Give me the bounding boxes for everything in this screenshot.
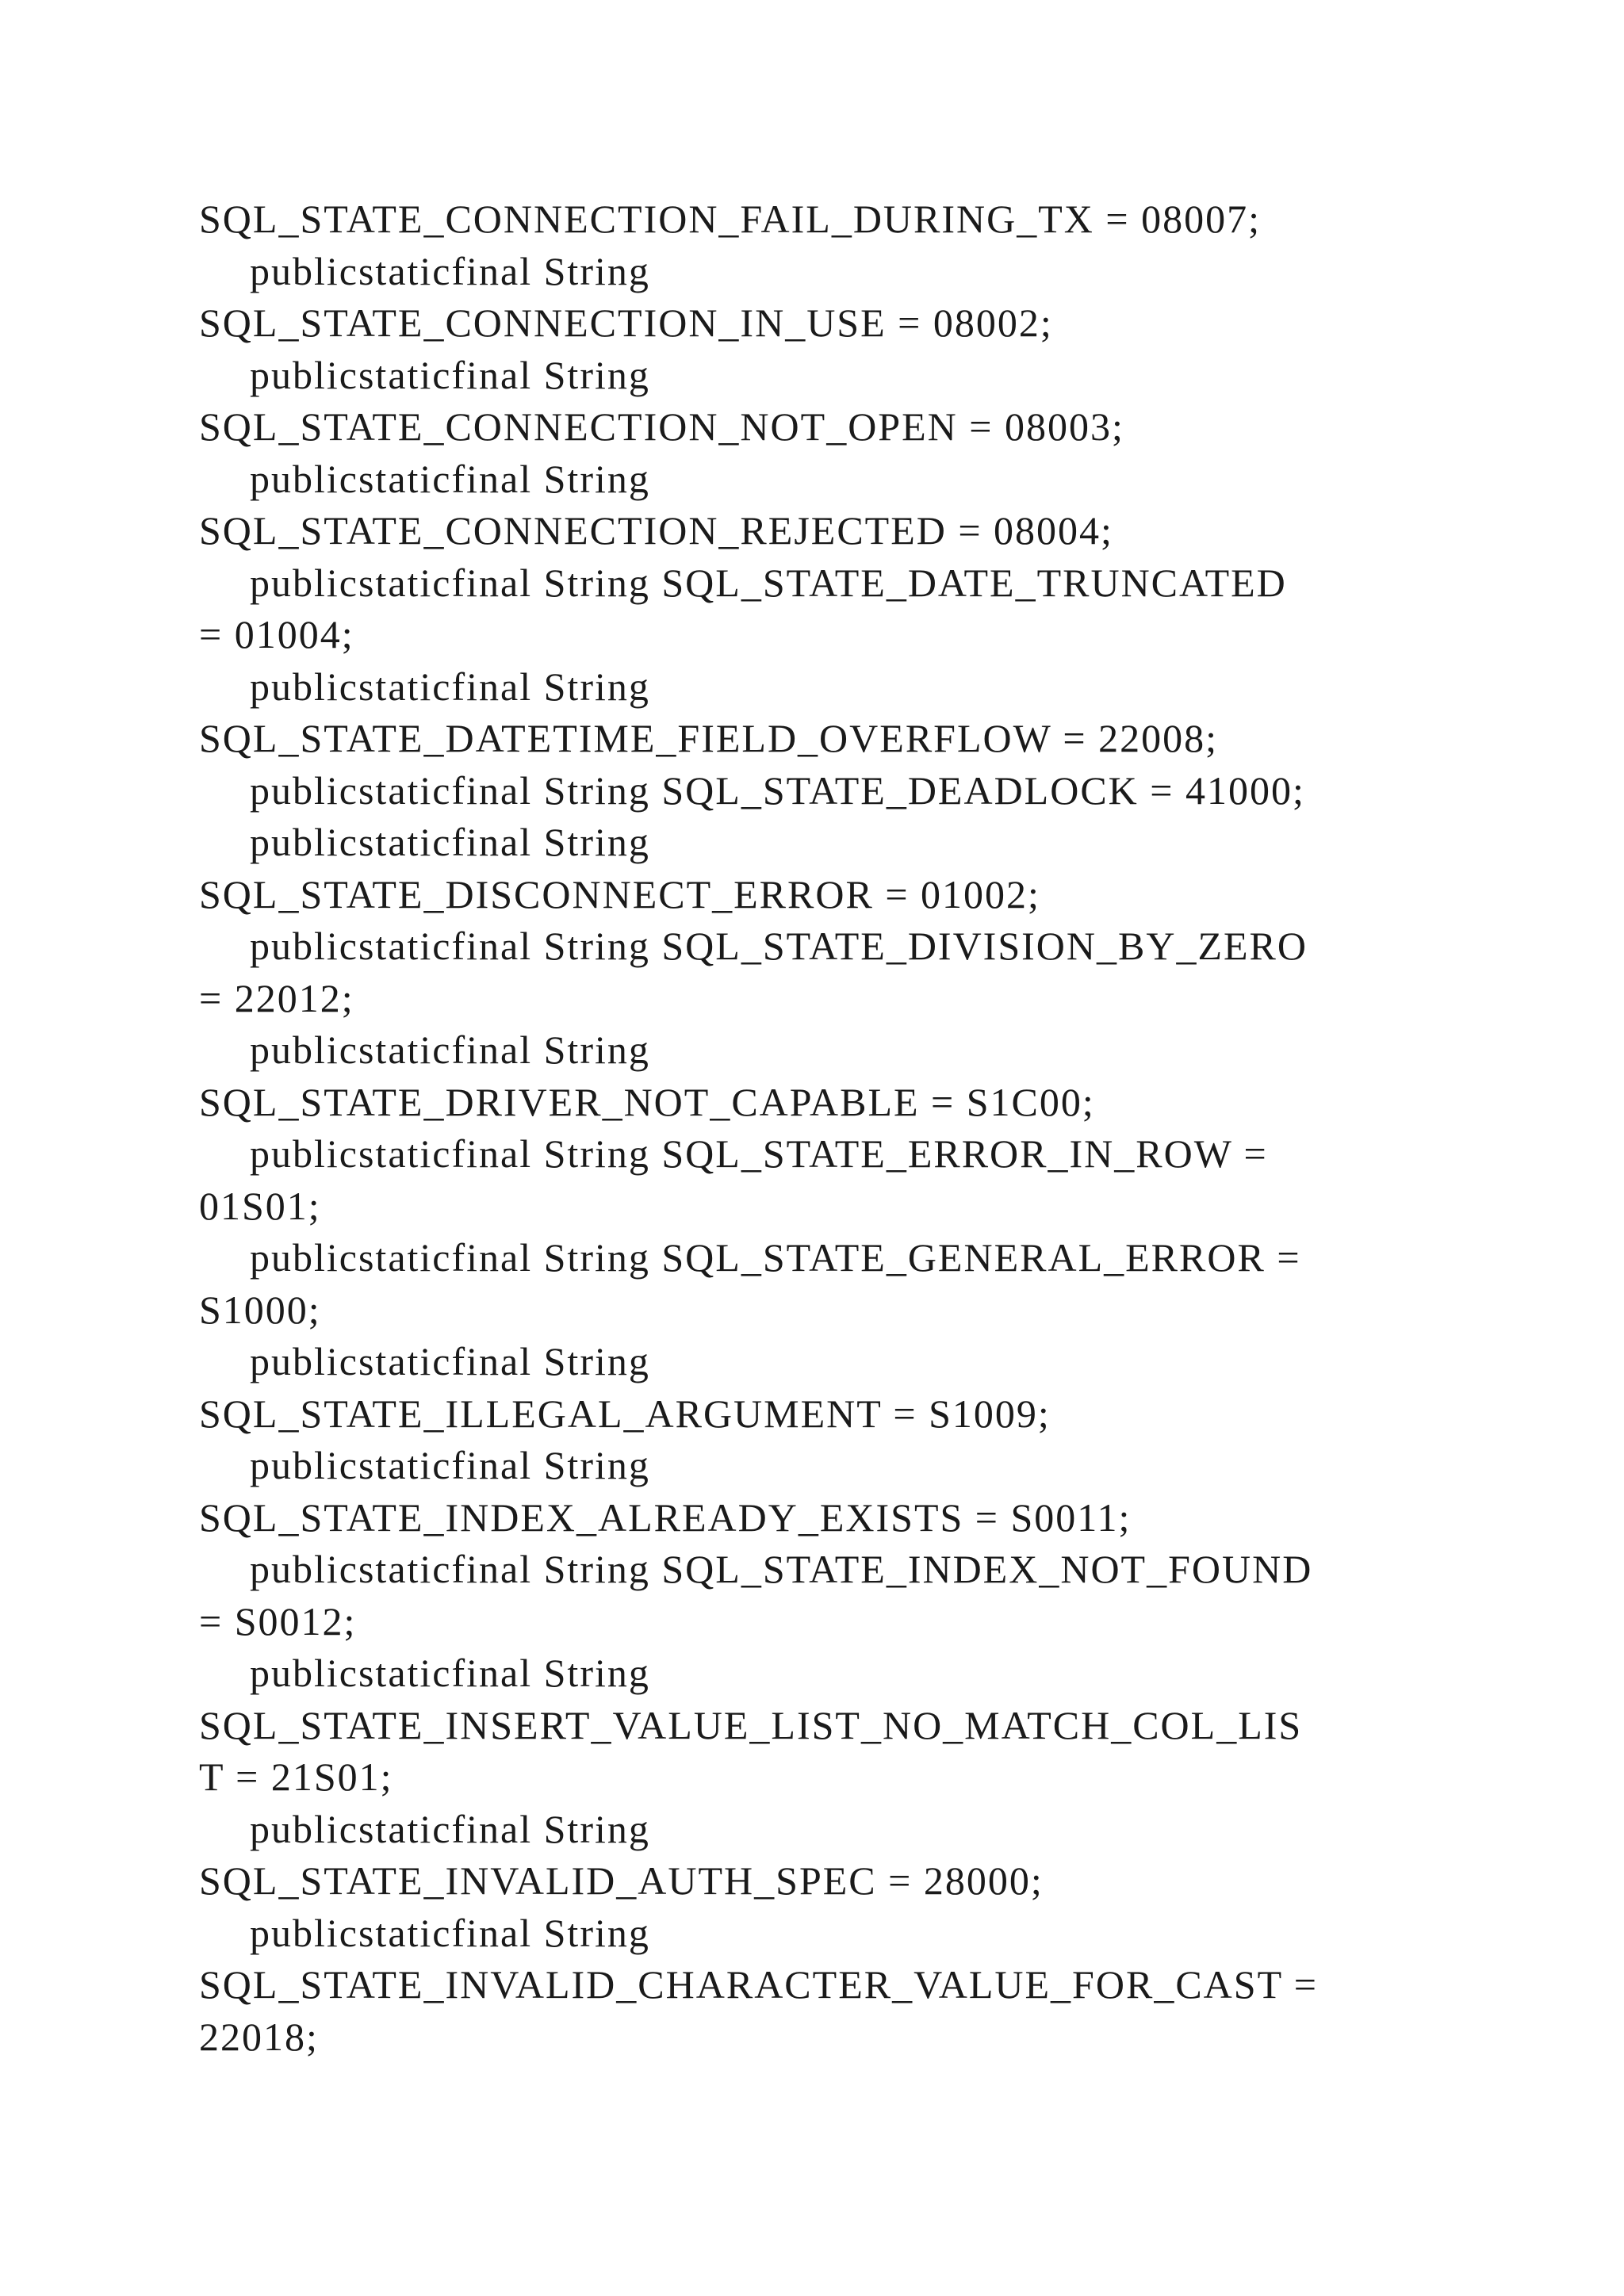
text-line: publicstaticfinal String: [250, 352, 650, 397]
text-line: publicstaticfinal String: [250, 1806, 650, 1851]
text-line: SQL_STATE_CONNECTION_REJECTED = 08004;: [199, 508, 1113, 553]
text-line: 22018;: [199, 2014, 319, 2059]
text-line: = 01004;: [199, 612, 354, 656]
text-line: publicstaticfinal String SQL_STATE_INDEX_NOT_FOUND: [250, 1547, 1313, 1591]
text-line: publicstaticfinal String: [250, 820, 650, 864]
text-line: publicstaticfinal String: [250, 1443, 650, 1487]
text-line: T = 21S01;: [199, 1755, 393, 1799]
text-line: SQL_STATE_INVALID_CHARACTER_VALUE_FOR_CAST =: [199, 1962, 1318, 2007]
text-line: publicstaticfinal String: [250, 1027, 650, 1072]
text-line: SQL_STATE_INSERT_VALUE_LIST_NO_MATCH_COL_LIS: [199, 1702, 1303, 1747]
text-line: SQL_STATE_ILLEGAL_ARGUMENT = S1009;: [199, 1391, 1051, 1436]
text-line: SQL_STATE_INDEX_ALREADY_EXISTS = S0011;: [199, 1494, 1132, 1540]
text-line: publicstaticfinal String: [250, 664, 650, 709]
text-line: publicstaticfinal String: [250, 1339, 650, 1383]
text-line: publicstaticfinal String SQL_STATE_DATE_TRUNCATED: [250, 560, 1287, 605]
text-line: SQL_STATE_DATETIME_FIELD_OVERFLOW = 22008;: [199, 716, 1219, 760]
text-line: SQL_STATE_CONNECTION_FAIL_DURING_TX = 08007;: [199, 197, 1262, 241]
text-line: publicstaticfinal String: [250, 1651, 650, 1695]
text-line: = S0012;: [199, 1598, 357, 1644]
text-line: SQL_STATE_CONNECTION_IN_USE = 08002;: [199, 300, 1053, 345]
text-line: publicstaticfinal String: [250, 248, 650, 293]
text-line: SQL_STATE_DISCONNECT_ERROR = 01002;: [199, 871, 1040, 916]
text-line: SQL_STATE_INVALID_AUTH_SPEC = 28000;: [199, 1858, 1044, 1903]
text-line: publicstaticfinal String SQL_STATE_DIVISION_BY_ZERO: [250, 924, 1308, 968]
text-line: SQL_STATE_DRIVER_NOT_CAPABLE = S1C00;: [199, 1079, 1095, 1124]
text-line: = 22012;: [199, 975, 354, 1020]
text-line: publicstaticfinal String: [250, 1910, 650, 1955]
text-line: publicstaticfinal String SQL_STATE_GENERAL_ERROR =: [250, 1235, 1301, 1280]
code-text-block: [199, 193, 1436, 2063]
text-line: publicstaticfinal String SQL_STATE_ERROR_IN_ROW =: [250, 1131, 1268, 1176]
text-line: 01S01;: [199, 1183, 321, 1228]
text-line: publicstaticfinal String SQL_STATE_DEADLOCK = 41000;: [250, 767, 1305, 813]
text-line: publicstaticfinal String: [250, 456, 650, 501]
text-line: SQL_STATE_CONNECTION_NOT_OPEN = 08003;: [199, 404, 1124, 449]
text-line: S1000;: [199, 1287, 321, 1332]
